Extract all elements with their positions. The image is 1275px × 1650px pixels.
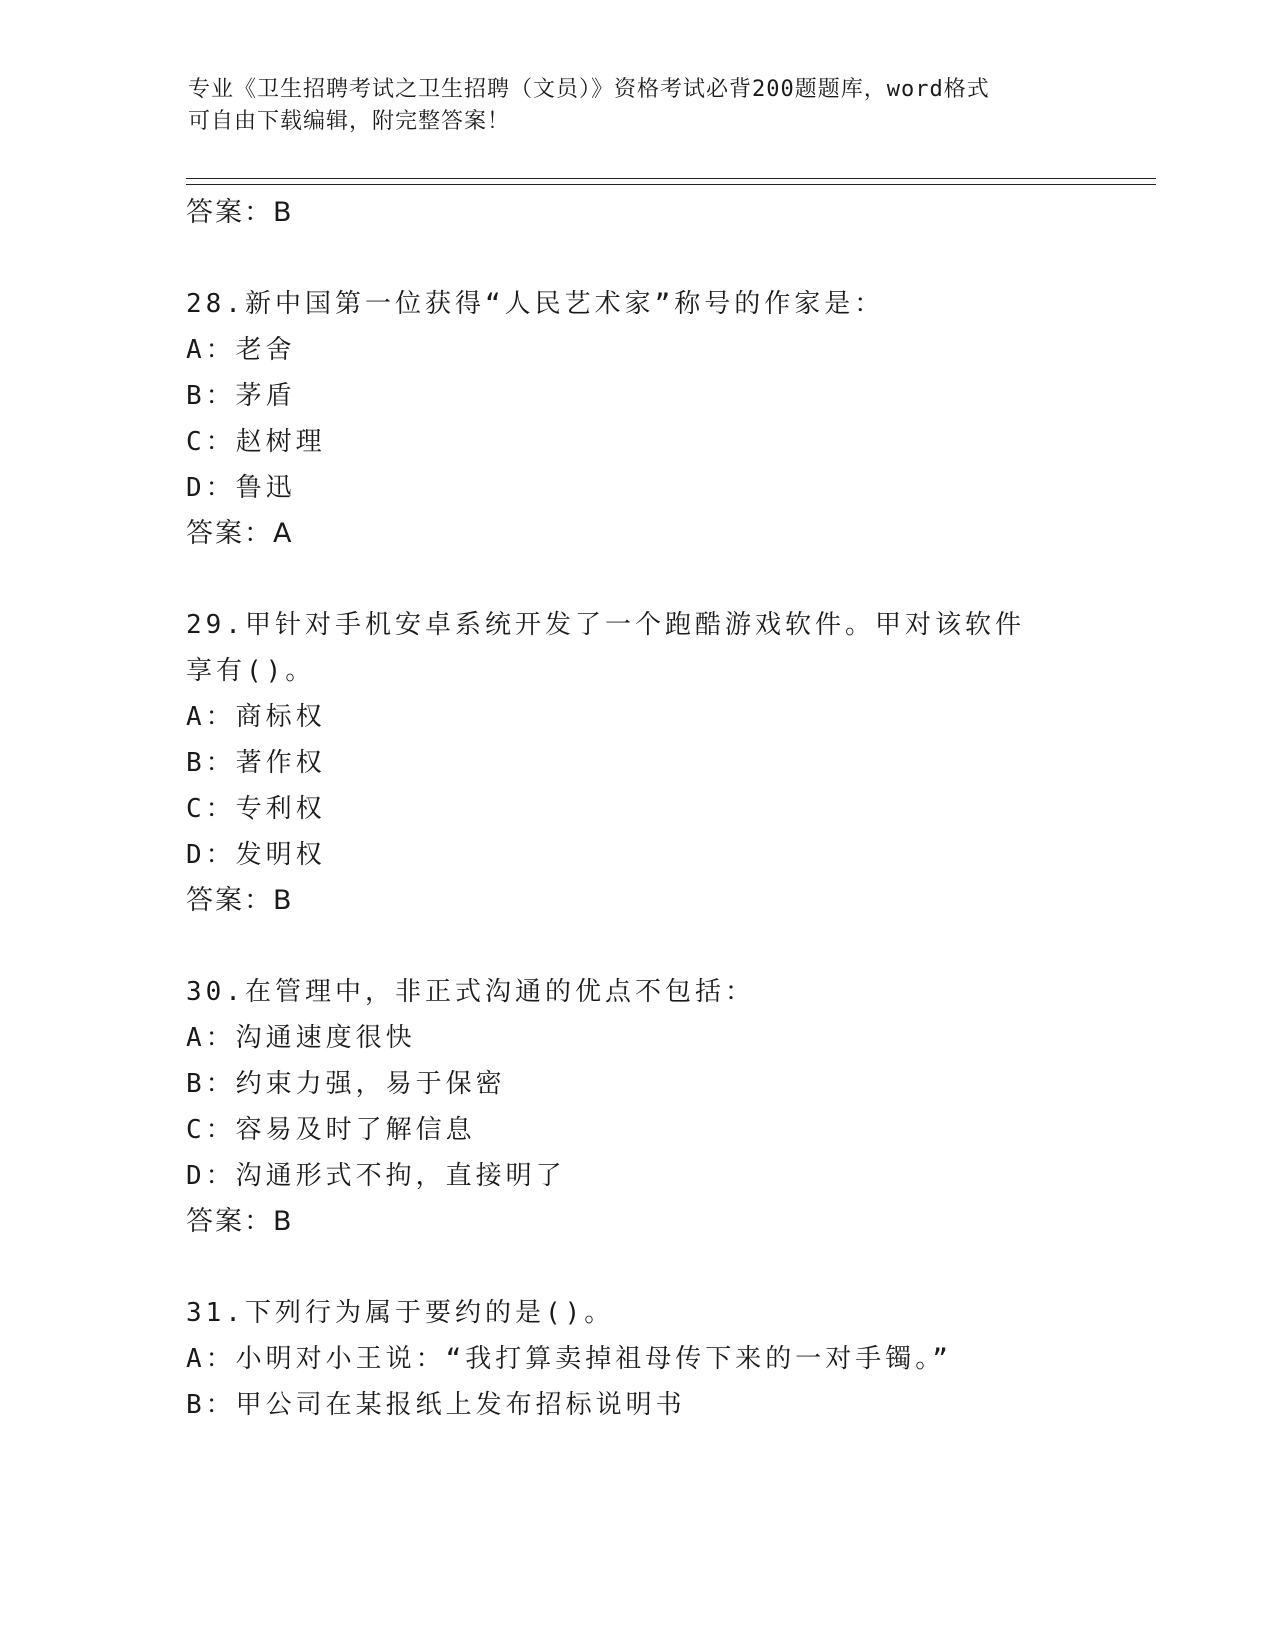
option-c: C：容易及时了解信息 <box>186 1115 476 1145</box>
option-a: A：商标权 <box>186 702 326 732</box>
header-divider <box>186 178 1156 179</box>
option-b: B：著作权 <box>186 748 326 778</box>
document-header <box>188 74 1088 138</box>
answer-line: 答案：A <box>186 518 294 549</box>
option-d: D：沟通形式不拘，直接明了 <box>186 1161 566 1191</box>
answer-line: 答案：B <box>186 197 294 228</box>
question-stem: 30.在管理中，非正式沟通的优点不包括： <box>186 977 755 1007</box>
option-d: D：发明权 <box>186 840 326 870</box>
question-stem: 31.下列行为属于要约的是()。 <box>186 1298 615 1328</box>
option-c: C：专利权 <box>186 794 326 824</box>
answer-line: 答案：B <box>186 885 294 916</box>
question-stem: 28.新中国第一位获得“人民艺术家”称号的作家是： <box>186 289 885 319</box>
question-list <box>186 190 1086 1428</box>
option-b: B：甲公司在某报纸上发布招标说明书 <box>186 1390 686 1420</box>
question-31 <box>186 1290 1086 1428</box>
question-stem: 29.甲针对手机安卓系统开发了一个跑酷游戏软件。甲对该软件享有()。 <box>186 610 1025 686</box>
answer-line: 答案：B <box>186 1206 294 1237</box>
header-line-2: 可自由下载编辑，附完整答案！ <box>188 109 511 134</box>
question-28 <box>186 281 1086 556</box>
question-29 <box>186 602 1086 923</box>
option-d: D：鲁迅 <box>186 473 296 503</box>
option-c: C：赵树理 <box>186 427 326 457</box>
option-a: A：小明对小王说：“我打算卖掉祖母传下来的一对手镯。” <box>186 1344 952 1374</box>
header-line-1: 专业《卫生招聘考试之卫生招聘（文员）》资格考试必背200题题库，word格式 <box>188 77 990 102</box>
option-a: A：沟通速度很快 <box>186 1023 416 1053</box>
header-divider-second <box>186 184 1156 185</box>
option-b: B：约束力强，易于保密 <box>186 1069 506 1099</box>
option-a: A：老舍 <box>186 335 296 365</box>
option-b: B：茅盾 <box>186 381 296 411</box>
question-30 <box>186 969 1086 1244</box>
